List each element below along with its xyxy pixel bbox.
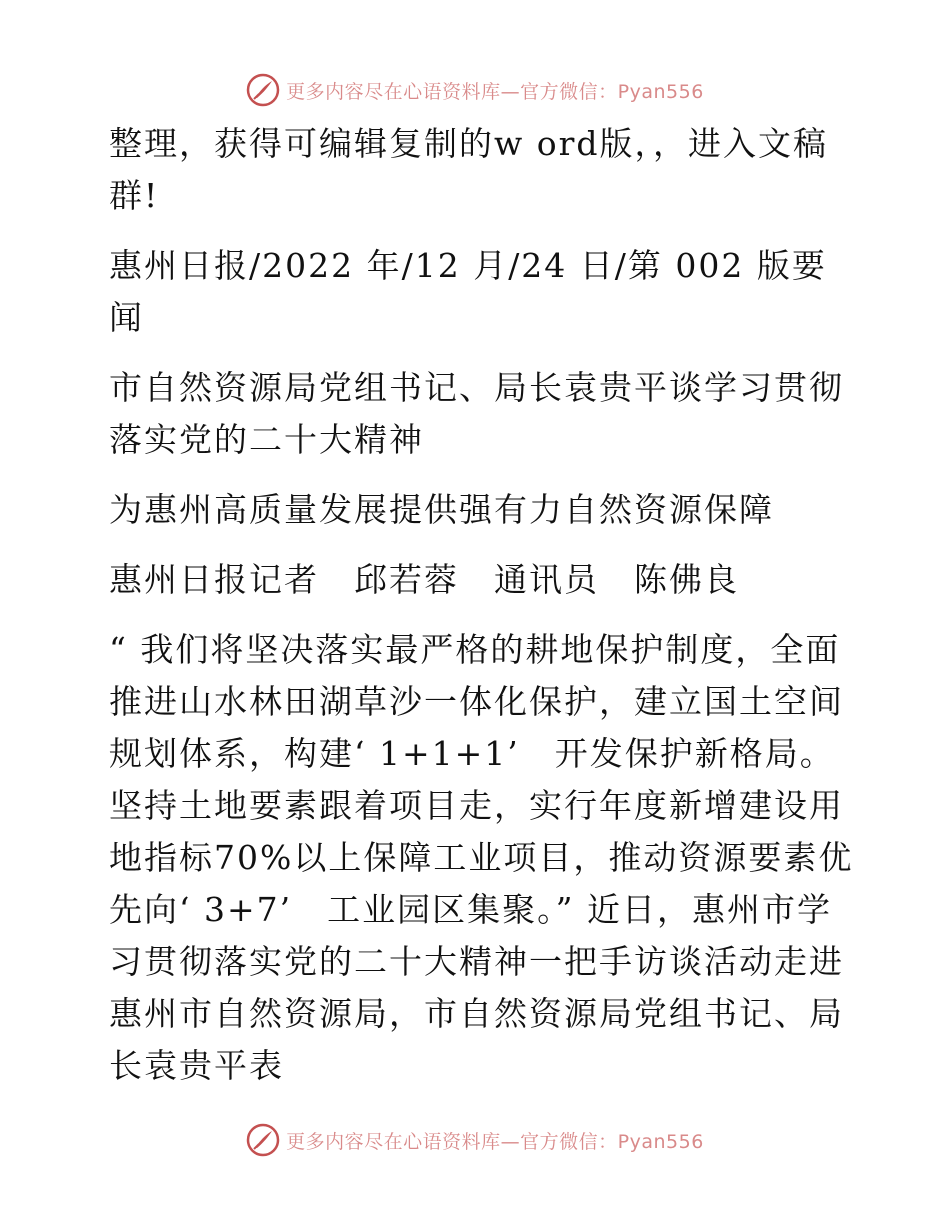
header-watermark [0,70,950,110]
watermark-text: 更多内容尽在心语资料库—官方微信：Pyan556 [286,80,704,103]
source-line: 惠州日报/2022 年/12 月/24 日/第 002 版要闻 [109,246,827,337]
body-paragraph: “ 我们将坚决落实最严格的耕地保护制度，全面推进山水林田湖草沙一体化保护，建立国土空间规划体系，构建‘ 1+1+1’ 开发保护新格局。坚持土地要素跟着项目走，实行年度新增建设用地指标70%以上保障工业项目，推动资源要素优先向‘ 3+7’ 工业园区集聚。” 近日，惠州市学习贯彻落实党的二十大精神一把手访谈活动走进惠州市自然资源局，市自然资源局党组书记、局长袁贵平表 [109,630,854,1085]
article-subtitle: 为惠州高质量发展提供强有力自然资源保障 [109,490,774,529]
feather-pen-logo-icon [246,1123,280,1157]
footer-watermark [0,1120,950,1160]
intro-note: 整理，获得可编辑复制的w ord版，，进入文稿群! [109,124,829,215]
feather-pen-logo-icon [246,73,280,107]
watermark-text: 更多内容尽在心语资料库—官方微信：Pyan556 [286,1130,704,1153]
byline: 惠州日报记者 邱若蓉 通讯员 陈佛良 [109,560,739,599]
article-title: 市自然资源局党组书记、局长袁贵平谈学习贯彻落实党的二十大精神 [109,368,844,459]
document-body [97,118,857,1110]
